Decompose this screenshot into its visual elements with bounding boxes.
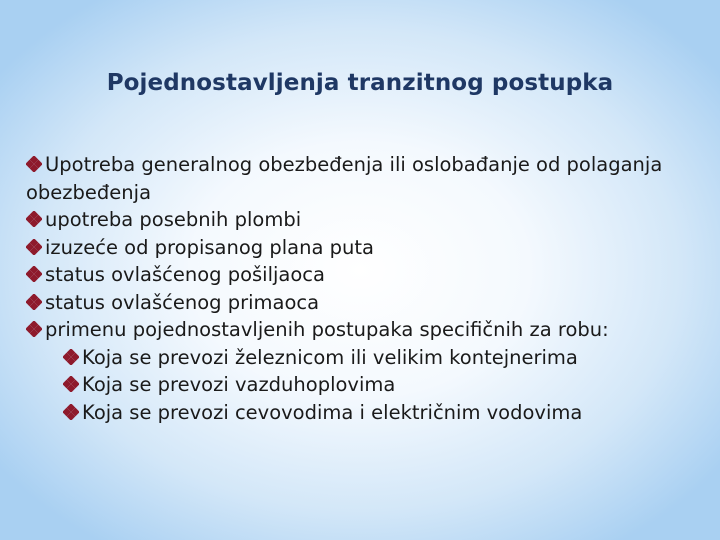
list-item (26, 289, 686, 317)
list-item-text: status ovlašćenog primaoca (45, 290, 320, 314)
sub-list-item (26, 399, 686, 427)
list-item-text: status ovlašćenog pošiljaoca (45, 263, 325, 286)
diamond-bullet-icon (26, 211, 42, 227)
diamond-bullet-icon (26, 266, 42, 282)
diamond-bullet-icon (26, 156, 42, 172)
list-item-text: izuzeće od propisanog plana puta (45, 235, 374, 259)
sub-list-item-text: Koja se prevozi cevovodima i električnim vodovima (82, 400, 583, 424)
slide-title: Pojednostavljenja tranzitnog postupka (106, 70, 614, 96)
list-item (26, 316, 686, 344)
list-item (26, 261, 686, 289)
list-item-text: primenu pojednostavljenih postupaka specifičnih za robu: (45, 318, 609, 341)
list-item (26, 151, 686, 206)
list-item (26, 234, 686, 262)
diamond-bullet-icon (63, 376, 79, 392)
diamond-bullet-icon (26, 294, 42, 310)
list-item-text: upotreba posebnih plombi (45, 208, 302, 231)
diamond-bullet-icon (26, 239, 42, 255)
list-item (26, 206, 686, 234)
sub-list-item (26, 371, 686, 399)
diamond-bullet-icon (63, 349, 79, 365)
diamond-bullet-icon (63, 404, 79, 420)
list-item-text: Upotreba generalnog obezbeđenja ili oslobađanje od polaganja obezbeđenja (26, 153, 663, 204)
sub-list-item-text: Koja se prevozi vazduhoplovima (82, 373, 396, 396)
bullet-list (26, 151, 686, 426)
sub-list-item-text: Koja se prevozi železnicom ili velikim kontejnerima (82, 345, 578, 369)
sub-list-item (26, 344, 686, 372)
diamond-bullet-icon (26, 321, 42, 337)
